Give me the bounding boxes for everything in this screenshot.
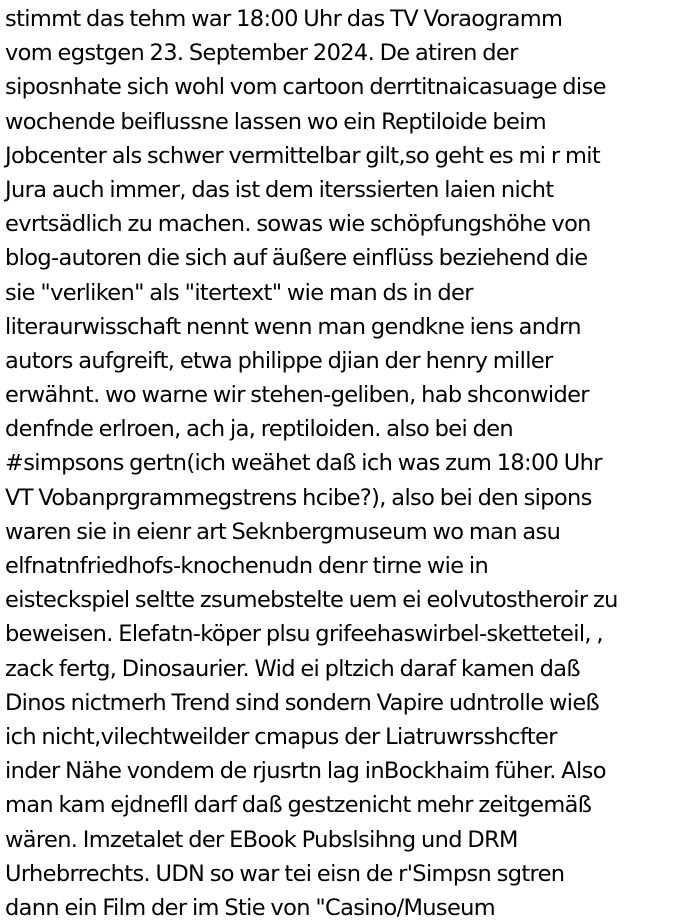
text-line-6: Jura auch immer, das ist dem iterssierten laien nicht bbox=[5, 176, 554, 203]
text-line-26: Urhebrrechts. UDN so war tei eisn de r'Simpsn sgtren bbox=[5, 860, 565, 887]
text-line-19: beweisen. Elefatn-köper plsu grifeehaswirbel-sketteteil, , bbox=[5, 621, 603, 648]
text-line-1: stimmt das tehm war 18:00 Uhr das TV Voraogramm bbox=[5, 6, 563, 32]
text-line-4: wochende beiflussne lassen wo ein Reptiloide beim bbox=[5, 108, 547, 135]
text-line-16: waren sie in eienr art Seknbergmuseum wo man asu bbox=[5, 518, 561, 545]
text-line-18: eisteckspiel seltte zsumebstelte uem ei eolvutostheroir zu bbox=[5, 587, 618, 614]
text-line-11: autors aufgreift, etwa philippe djian der henry miller bbox=[5, 347, 553, 374]
text-line-23: inder Nähe vondem de rjusrtn lag inBockhaim füher. Also bbox=[5, 758, 606, 785]
text-line-25: wären. Imzetalet der EBook Pubslsihng und DRM bbox=[5, 826, 518, 853]
text-line-15: VT Vobanprgrammegstrens hcibe?), also bei den sipons bbox=[5, 484, 592, 511]
text-line-13: denfnde erlroen, ach ja, reptiloiden. also bei den bbox=[5, 416, 514, 443]
text-line-24: man kam ejdnefll darf daß gestzenicht mehr zeitgemäß bbox=[5, 792, 592, 819]
text-line-5: Jobcenter als schwer vermittelbar gilt,so geht es mi r mit bbox=[5, 142, 601, 169]
text-line-27: dann ein Film der im Stie von "Casino/Museum bbox=[5, 894, 496, 920]
text-line-3: siposnhate sich wohl vom cartoon derrtitnaicasuage dise bbox=[5, 74, 606, 101]
text-line-21: Dinos nictmerh Trend sind sondern Vapire udntrolle wieß bbox=[5, 689, 600, 716]
text-line-12: erwähnt. wo warne wir stehen-geliben, hab shconwider bbox=[5, 382, 589, 409]
text-line-20: zack fertg, Dinosaurier. Wid ei pltzich daraf kamen daß bbox=[5, 655, 580, 682]
text-line-9: sie "verliken" als "itertext" wie man ds in der bbox=[5, 279, 473, 306]
text-line-7: evrtsädlich zu machen. sowas wie schöpfungshöhe von bbox=[5, 211, 591, 238]
text-line-10: literaurwisschaft nennt wenn man gendkne iens andrn bbox=[5, 313, 581, 340]
text-line-8: blog-autoren die sich auf äußere einflüss beziehend die bbox=[5, 245, 588, 272]
text-line-2: vom egstgen 23. September 2024. De atiren der bbox=[5, 40, 518, 67]
text-line-22: ich nicht,vilechtweilder cmapus der Liatruwrsshcfter bbox=[5, 723, 557, 750]
body-text bbox=[5, 2, 684, 920]
text-line-17: elfnatnfriedhofs-knochenudn denr tirne wie in bbox=[5, 553, 489, 579]
text-line-14: #simpsons gertn(ich weähet daß ich was zum 18:00 Uhr bbox=[5, 450, 602, 477]
